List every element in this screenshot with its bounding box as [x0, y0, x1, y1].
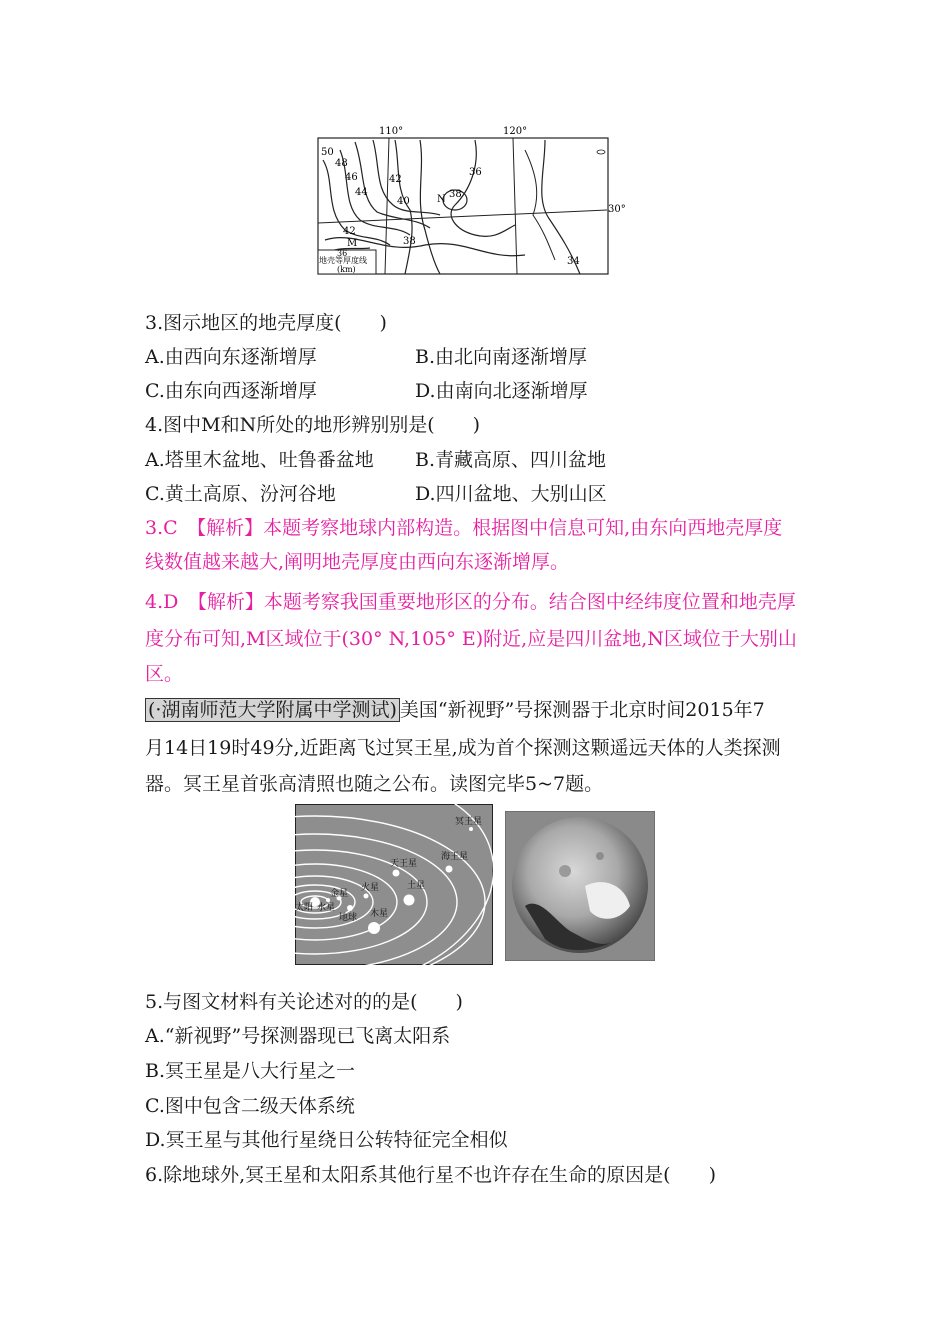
label-mercury: 水星	[317, 903, 336, 913]
q4-stem: 4.图中M和N所处的地形辨别别是( )	[145, 414, 481, 436]
lon-110-label: 110°	[379, 126, 404, 137]
source-tag: (·湖南师范大学附属中学测试)	[145, 698, 400, 722]
answer-4-line3: 区。	[145, 663, 184, 685]
crust-map-svg	[315, 120, 635, 280]
answer-4-line1: 4.D 【解析】本题考察我国重要地形区的分布。结合图中经纬度位置和地壳厚	[145, 591, 796, 613]
passage-line2: 月14日19时49分,近距离飞过冥王星,成为首个探测这颗遥远天体的人类探测	[145, 737, 781, 759]
q3-option-b: B.由北向南逐渐增厚	[415, 346, 588, 368]
q3-stem: 3.图示地区的地壳厚度( )	[145, 312, 387, 334]
contour-label: 48	[335, 158, 348, 169]
q4-option-a: A.塔里木盆地、吐鲁番盆地	[145, 449, 374, 471]
label-uranus: 天王星	[390, 859, 418, 869]
q5-option-d: D.冥王星与其他行星绕日公转特征完全相似	[145, 1129, 508, 1151]
answer-3-line1: 3.C 【解析】本题考察地球内部构造。根据图中信息可知,由东向西地壳厚度	[145, 517, 783, 539]
point-m-label: M	[347, 238, 358, 249]
answer-3-line2: 线数值越来越大,阐明地壳厚度由西向东逐渐增厚。	[145, 551, 570, 573]
solar-system-diagram	[295, 804, 493, 965]
legend-unit: (km)	[337, 265, 356, 274]
legend-title: 地壳等厚度线	[319, 256, 367, 265]
contour-label: 36	[337, 249, 348, 258]
passage-line1-text: 美国“新视野”号探测器于北京时间2015年7	[399, 699, 765, 721]
q4-option-b: B.青藏高原、四川盆地	[415, 449, 607, 471]
contour-label: 44	[355, 187, 368, 198]
lon-120-label: 120°	[503, 126, 528, 137]
contour-label: 38	[449, 189, 462, 200]
q3-option-c: C.由东向西逐渐增厚	[145, 380, 317, 402]
q3-option-a: A.由西向东逐渐增厚	[145, 346, 317, 368]
q4-option-d: D.四川盆地、大别山区	[415, 483, 607, 505]
q6-stem: 6.除地球外,冥王星和太阳系其他行星不也许存在生命的原因是( )	[145, 1164, 716, 1186]
crust-thickness-map	[315, 120, 635, 280]
q5-option-a: A.“新视野”号探测器现已飞离太阳系	[145, 1025, 451, 1047]
contour-label: 36	[469, 167, 482, 178]
contour-label: 34	[567, 256, 580, 267]
label-sun: 太阳	[295, 903, 314, 913]
pluto-photo	[505, 811, 655, 961]
pluto-photo-svg	[505, 811, 655, 961]
q5-stem: 5.与图文材料有关论述对的的是( )	[145, 991, 463, 1013]
label-mars: 火星	[361, 883, 380, 893]
contour-label: 40	[397, 196, 410, 207]
label-neptune: 海王星	[441, 852, 469, 862]
passage-line1	[145, 698, 765, 722]
label-pluto: 冥王星	[455, 817, 483, 827]
answer-4-line2: 度分布可知,M区域位于(30° N,105° E)附近,应是四川盆地,N区域位于大别山	[145, 628, 797, 650]
lat-30-label: 30°	[608, 204, 626, 215]
contour-label: 38	[403, 236, 416, 247]
point-n-label: N	[437, 194, 446, 205]
passage-line3: 器。冥王星首张高清照也随之公布。读图完毕5~7题。	[145, 773, 604, 795]
contour-label: 50	[321, 147, 334, 158]
q5-option-c: C.图中包含二级天体系统	[145, 1095, 355, 1117]
contour-label: 42	[343, 226, 356, 237]
label-venus: 金星	[330, 889, 349, 899]
q3-option-d: D.由南向北逐渐增厚	[415, 380, 588, 402]
label-saturn: 土星	[407, 881, 426, 891]
contour-label: 42	[389, 174, 402, 185]
q4-option-c: C.黄土高原、汾河谷地	[145, 483, 336, 505]
label-earth: 地球	[339, 913, 358, 923]
solar-system-svg	[295, 804, 493, 965]
label-jupiter: 木星	[370, 909, 389, 919]
contour-label: 46	[345, 172, 358, 183]
q5-option-b: B.冥王星是八大行星之一	[145, 1060, 356, 1082]
